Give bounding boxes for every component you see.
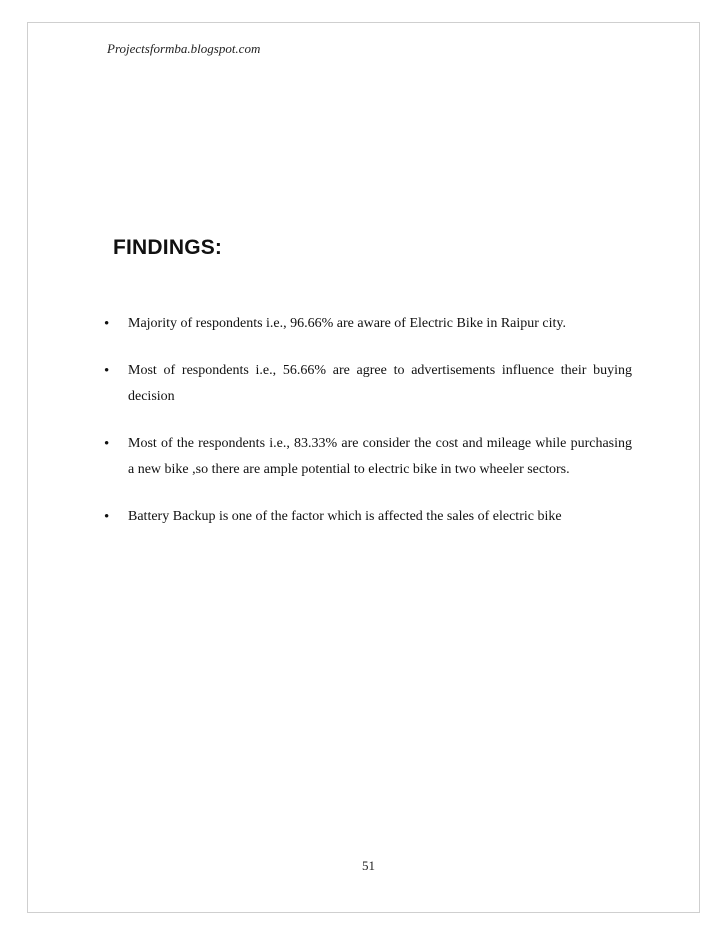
finding-item (104, 431, 632, 483)
finding-item (104, 358, 632, 410)
bullet-icon: • (104, 316, 110, 332)
header-site-name: Projectsformba.blogspot.com (107, 41, 261, 56)
finding-text: Battery Backup is one of the factor which is affected the sales of electric bike (128, 509, 562, 524)
findings-heading: FINDINGS: (113, 236, 223, 259)
findings-list (104, 311, 632, 530)
finding-item (104, 504, 632, 530)
finding-text: Most of respondents i.e., 56.66% are agree to advertisements influence their buying decision (128, 363, 632, 404)
finding-item (104, 311, 632, 337)
bullet-icon: • (104, 509, 110, 525)
bullet-icon: • (104, 436, 110, 452)
finding-text: Majority of respondents i.e., 96.66% are aware of Electric Bike in Raipur city. (128, 316, 567, 331)
bullet-icon: • (104, 363, 110, 379)
finding-text: Most of the respondents i.e., 83.33% are consider the cost and mileage while purchasing a new bike ,so there are ample potential to electric bike in two wheeler sectors. (128, 436, 632, 477)
page-number: 51 (362, 858, 375, 873)
